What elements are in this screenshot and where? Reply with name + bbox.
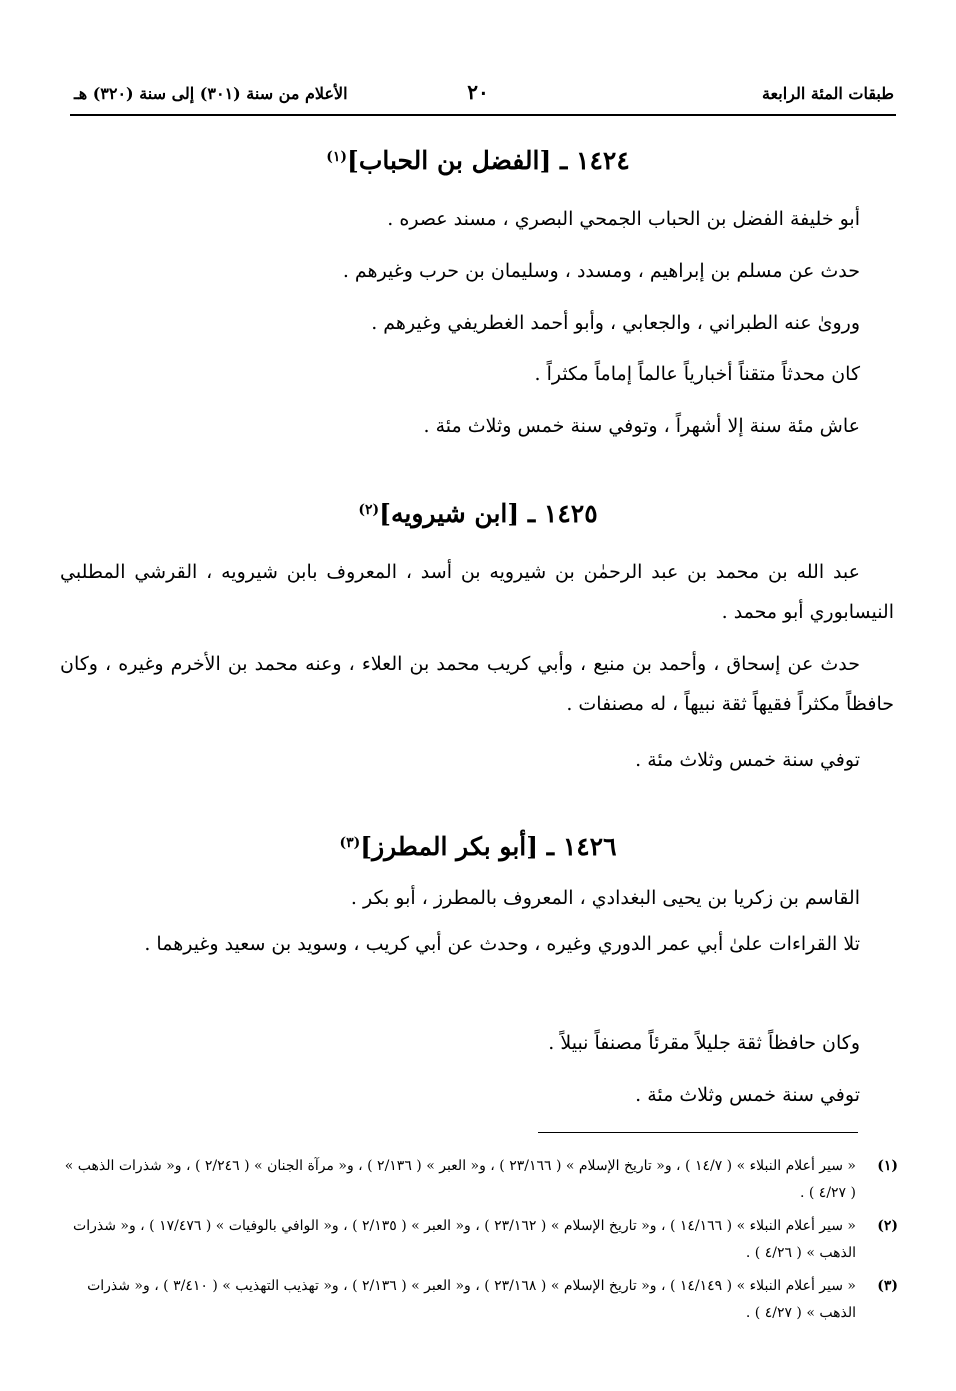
entry-title-text: ١٤٢٦ ـ [أبو بكر المطرز] (360, 832, 617, 861)
entry-1424-line: أبو خليفة الفضل بن الحباب الجمحي البصري ، مسند عصره . (387, 208, 860, 230)
footnote-ref: (١) (326, 149, 348, 165)
entry-1424-line: عاش مئة سنة إلا أشهراً ، وتوفي سنة خمس وثلاث مئة . (423, 415, 860, 437)
footnote-text: « سير أعلام النبلاء » ( ١٤/١٦٦ ) ، و« تاريخ الإسلام » ( ٢٣/١٦٢ ) ، و« العبر » ( ٢/١٣٥ ) ، و« الوافي بالوفيات » ( ١٧/٤٧٦ ) ، و« شذرات الذهب » ( ٤/٢٦ ) . (73, 1218, 856, 1261)
entry-1424-line: حدث عن مسلم بن إبراهيم ، ومسدد ، وسليمان بن حرب وغيرهم . (342, 260, 860, 282)
entry-1425-paragraph: حدث عن إسحاق ، وأحمد بن منيع ، وأبي كريب محمد بن العلاء ، وعنه محمد بن الأخرم وغيره ، وكان حافظاً مكثراً فقيهاً ثقة نبيهاً ، له مصنفات . (60, 653, 894, 715)
page-number: ٢٠ (467, 80, 489, 104)
entry-1424-line: كان محدثاً متقناً أخبارياً عالماً إماماً مكثراً . (534, 363, 860, 385)
entry-1426-paragraph: تلا القراءات علىٰ أبي عمر الدوري وغيره ، وحدث عن أبي كريب ، وسويد بن سعيد وغيرهما . (144, 933, 860, 955)
entry-1425-paragraph: توفي سنة خمس وثلاث مئة . (635, 749, 860, 771)
footnote-text: « سير أعلام النبلاء » ( ١٤/١٤٩ ) ، و« تاريخ الإسلام » ( ٢٣/١٦٨ ) ، و« العبر » ( ٢/١٣٦ ) ، و« تهذيب التهذيب » ( ٣/٤١٠ ) ، و« شذرات الذهب » ( ٤/٢٧ ) . (87, 1278, 856, 1321)
footnote (58, 1153, 898, 1207)
entry-title-text: ١٤٢٤ ـ [الفضل بن الحباب] (347, 146, 630, 175)
running-head-volume-range: الأعلام من سنة (٣٠١) إلى سنة (٣٢٠) هـ (74, 84, 348, 103)
footnote-rule (538, 1132, 858, 1133)
entry-1424-line: وروىٰ عنه الطبراني ، والجعابي ، وأبو أحمد الغطريفي وغيرهم . (371, 312, 860, 334)
footnote (58, 1213, 898, 1267)
entry-1424-title (0, 143, 956, 179)
footnote-number: (٢) (877, 1218, 898, 1234)
footnote-ref: (٣) (339, 835, 361, 851)
entry-1426-paragraph: وكان حافظاً ثقة جليلاً مقرئاً مصنفاً نبيلاً . (548, 1032, 860, 1054)
footnote-ref: (٢) (358, 502, 380, 518)
running-head-book-title: طبقات المئة الرابعة (761, 84, 894, 103)
footnote-text: « سير أعلام النبلاء » ( ١٤/٧ ) ، و« تاريخ الإسلام » ( ٢٣/١٦٦ ) ، و« العبر » ( ٢/١٣٦ ) ، و« مرآة الجنان » ( ٢/٢٤٦ ) ، و« شذرات الذهب » ( ٤/٢٧ ) . (64, 1158, 856, 1201)
entry-1425-paragraph: عبد الله بن محمد بن عبد الرحمٰن بن شيرويه بن أسد ، المعروف بابن شيرويه ، القرشي المطلبي النيسابوري أبو محمد . (60, 561, 894, 623)
entry-1426-title (0, 829, 956, 865)
footnote-number: (٣) (877, 1278, 898, 1294)
footnote (58, 1273, 898, 1327)
entry-1425-title (0, 496, 956, 532)
entry-1426-paragraph: توفي سنة خمس وثلاث مئة . (635, 1084, 860, 1106)
header-rule (70, 114, 896, 116)
footnote-number: (١) (877, 1158, 898, 1174)
entry-title-text: ١٤٢٥ ـ [ابن شيرويه] (379, 499, 598, 528)
entry-1426-paragraph: القاسم بن زكريا بن يحيى البغدادي ، المعروف بالمطرز ، أبو بكر . (350, 887, 860, 909)
